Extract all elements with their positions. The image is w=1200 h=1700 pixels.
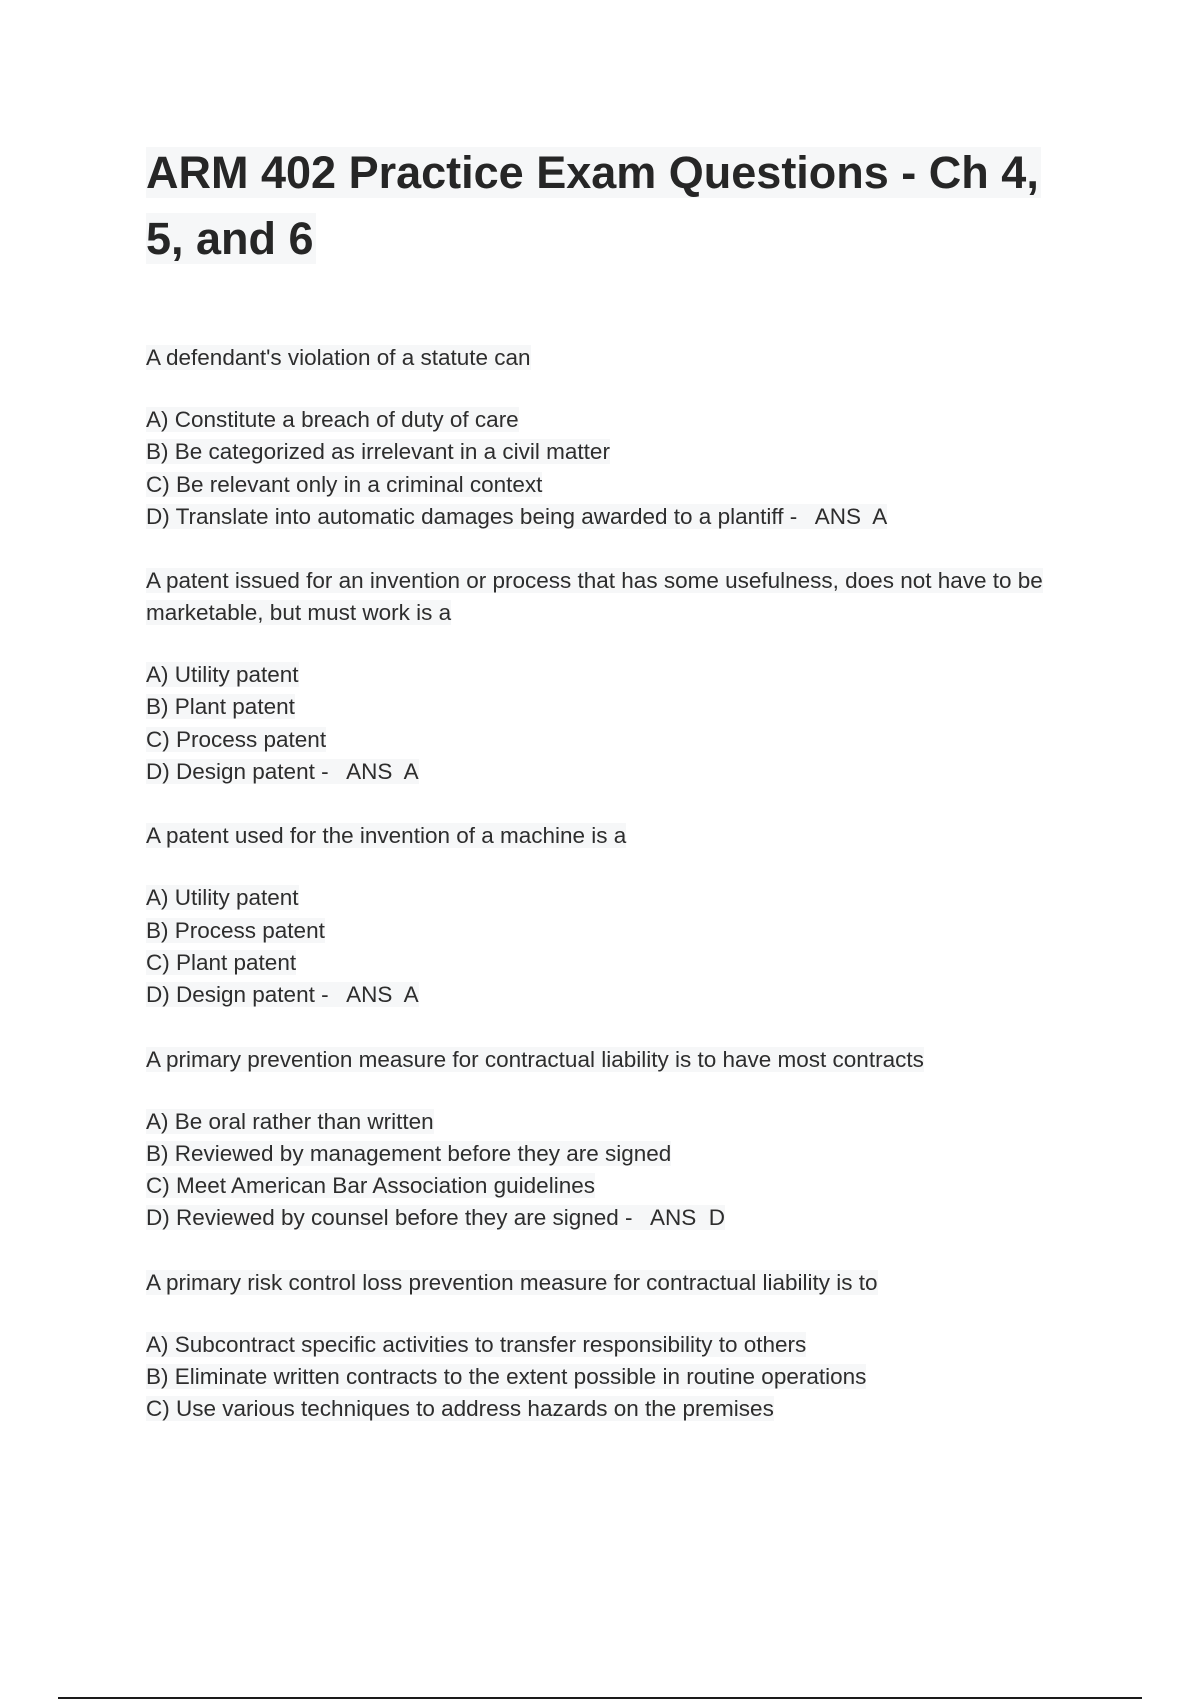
option-list: [146, 404, 1106, 533]
option-c: C) Plant patent: [146, 949, 297, 975]
option-b: B) Reviewed by management before they are signed: [146, 1140, 672, 1166]
option-d: D) Reviewed by counsel before they are signed - ANS D: [146, 1205, 726, 1231]
answer-text: ANS A: [814, 503, 888, 529]
option-a: A) Utility patent: [146, 662, 299, 688]
question-2: [146, 565, 1106, 788]
option-b: B) Process patent: [146, 917, 325, 943]
answer-text: ANS D: [650, 1205, 726, 1231]
option-list: [146, 1106, 1106, 1235]
option-list: [146, 659, 1106, 788]
question-stem: A patent issued for an invention or process that has some usefulness, does not have to be marketable, but must work is a: [146, 568, 1043, 626]
answer-text: ANS A: [346, 982, 419, 1008]
question-stem: A patent used for the invention of a machine is a: [146, 823, 627, 849]
question-3: [146, 820, 1106, 1011]
option-a: A) Be oral rather than written: [146, 1108, 434, 1134]
option-a: A) Utility patent: [146, 885, 299, 911]
option-c: C) Meet American Bar Association guidelines: [146, 1173, 595, 1199]
option-c: C) Process patent: [146, 726, 327, 752]
question-5: [146, 1267, 1106, 1426]
answer-key: [633, 1205, 651, 1230]
answer-key: [329, 982, 347, 1007]
option-list: [146, 1329, 1106, 1426]
option-b: B) Be categorized as irrelevant in a civil matter: [146, 439, 610, 465]
option-b: B) Plant patent: [146, 694, 295, 720]
option-c: C) Use various techniques to address hazards on the premises: [146, 1396, 774, 1422]
question-stem: A defendant's violation of a statute can: [146, 345, 531, 370]
option-d: D) Translate into automatic damages being awarded to a plantiff - ANS A: [146, 503, 888, 529]
option-a: A) Constitute a breach of duty of care: [146, 407, 519, 432]
question-list: [146, 342, 1106, 1458]
option-d: D) Design patent - ANS A: [146, 759, 419, 785]
question-1: [146, 342, 1106, 533]
page-title-text: ARM 402 Practice Exam Questions - Ch 4, 5, and 6: [146, 147, 1039, 264]
question-4: [146, 1044, 1106, 1235]
option-b: B) Eliminate written contracts to the extent possible in routine operations: [146, 1364, 867, 1390]
option-c: C) Be relevant only in a criminal context: [146, 471, 543, 497]
option-list: [146, 882, 1106, 1011]
page-divider: [58, 1697, 1142, 1699]
option-a: A) Subcontract specific activities to transfer responsibility to others: [146, 1331, 807, 1357]
page-title: [146, 140, 1066, 272]
answer-key: [329, 759, 347, 784]
question-stem: A primary risk control loss prevention measure for contractual liability is to: [146, 1269, 878, 1295]
answer-text: ANS A: [346, 759, 419, 785]
answer-key: [797, 504, 815, 529]
option-d: D) Design patent - ANS A: [146, 982, 419, 1008]
question-stem: A primary prevention measure for contractual liability is to have most contracts: [146, 1046, 924, 1072]
